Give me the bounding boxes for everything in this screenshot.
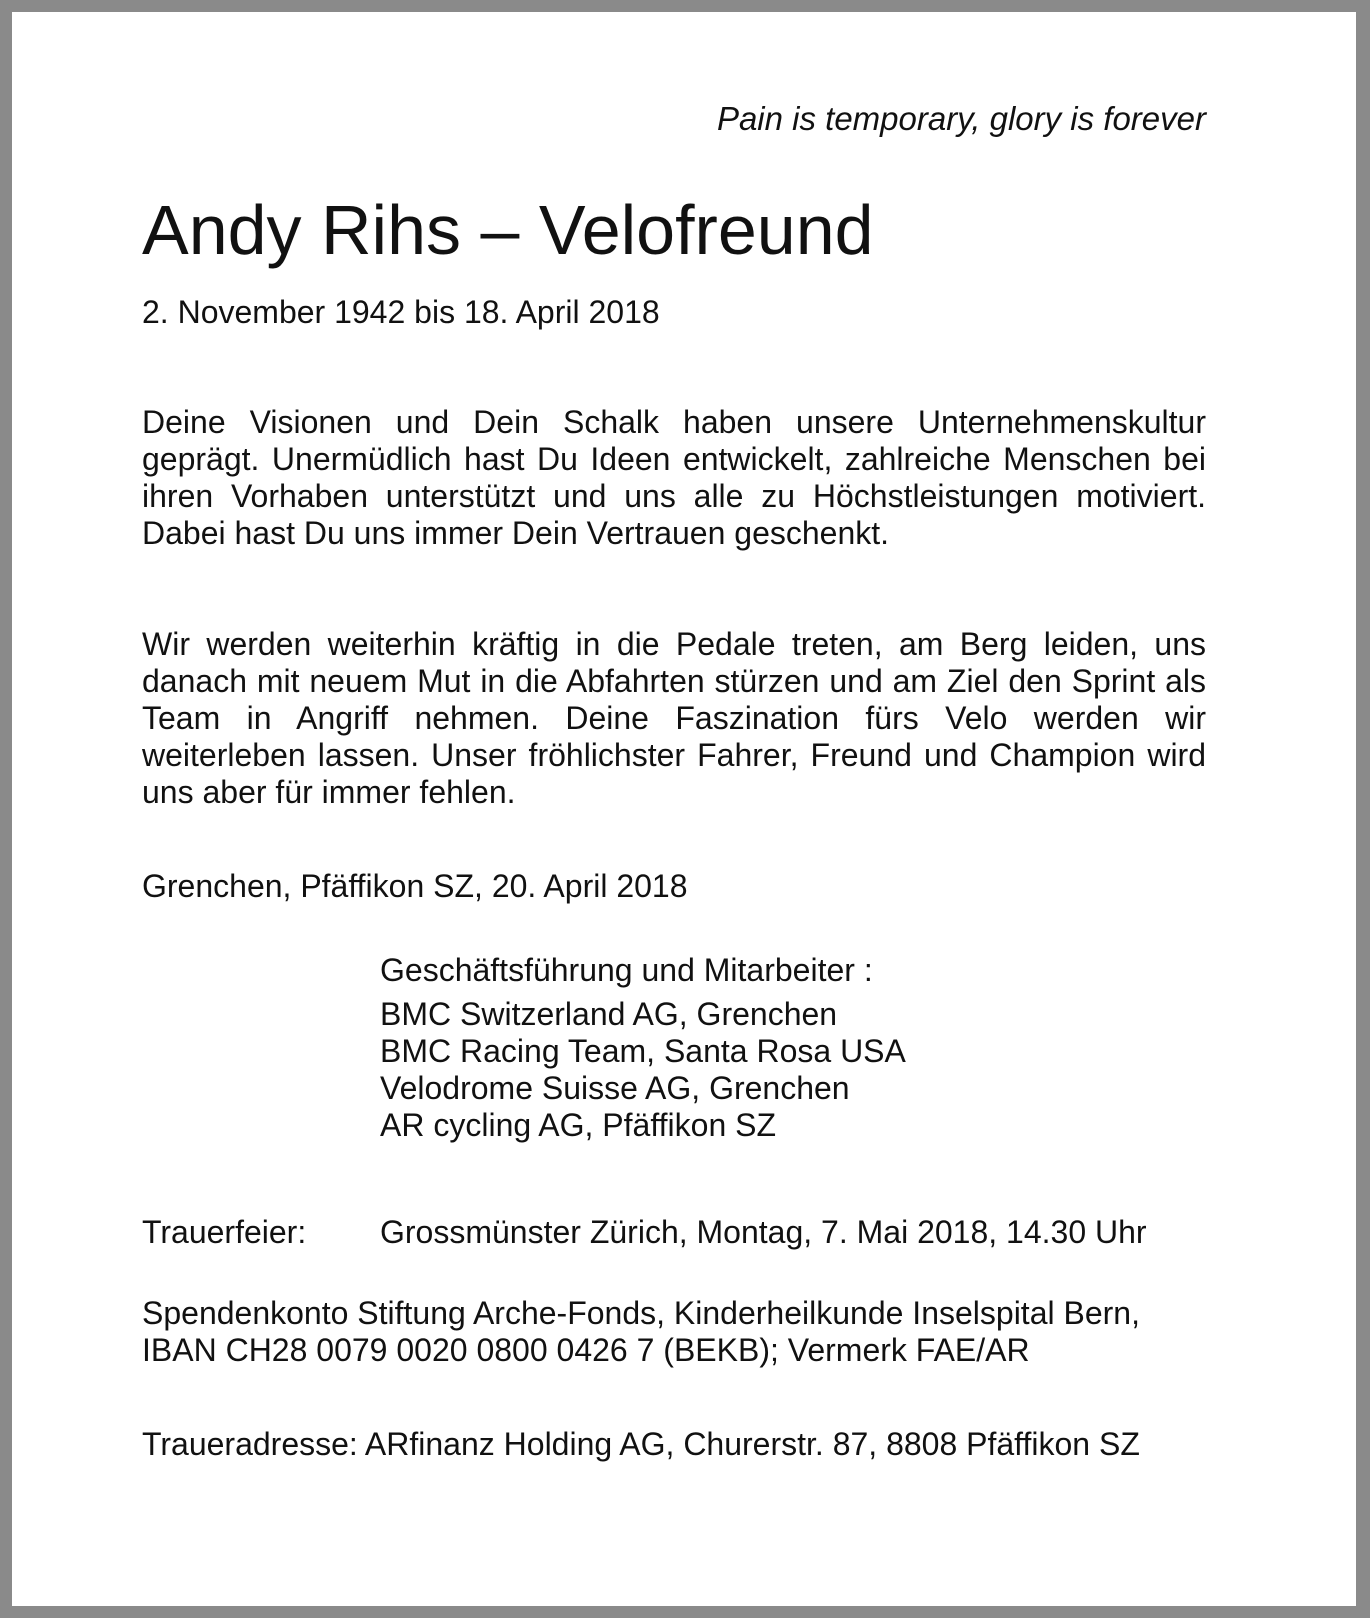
- signer-organization: BMC Switzerland AG, Grenchen: [380, 996, 838, 1032]
- signer-organization: Velodrome Suisse AG, Grenchen: [380, 1070, 850, 1106]
- ceremony-value: Grossmünster Zürich, Montag, 7. Mai 2018, 14.30 Uhr: [380, 1214, 1147, 1250]
- motto: Pain is temporary, glory is forever: [716, 100, 1206, 137]
- paragraph-2: Wir werden weiterhin kräftig in die Pedale treten, am Berg leiden, uns danach mit neuem Mut in die Abfahrten stürzen und am Ziel den Sprint als Team in Angriff nehmen. Deine Faszination fürs Velo werden wir weiterleben lassen. Unser fröhlichster Fahrer, Freund und Champion wird uns aber für immer fehlen.: [142, 626, 1206, 810]
- signer-organization: AR cycling AG, Pfäffikon SZ: [380, 1107, 777, 1143]
- page-title: Andy Rihs – Velofreund: [142, 191, 874, 269]
- obituary-page: [12, 12, 1356, 1606]
- ceremony-info: [142, 1214, 1147, 1251]
- paragraph-1: Deine Visionen und Dein Schalk haben unsere Unternehmenskultur geprägt. Unermüdlich hast Du Ideen entwickelt, zahlreiche Menschen bei ihren Vorhaben unterstützt und uns alle zu Höchstleistungen motiviert. Dabei hast Du uns immer Dein Vertrauen geschenkt.: [142, 404, 1206, 551]
- life-dates: 2. November 1942 bis 18. April 2018: [142, 294, 660, 330]
- donation-line-1: Spendenkonto Stiftung Arche-Fonds, Kinderheilkunde Inselspital Bern,: [142, 1295, 1140, 1331]
- donation-info: [142, 1295, 1140, 1369]
- donation-line-2: IBAN CH28 0079 0020 0800 0426 7 (BEKB); Vermerk FAE/AR: [142, 1332, 1030, 1368]
- signers-intro: Geschäftsführung und Mitarbeiter :: [380, 952, 873, 988]
- signer-organization: BMC Racing Team, Santa Rosa USA: [380, 1033, 906, 1069]
- ceremony-label: Trauerfeier:: [142, 1214, 307, 1250]
- place-date: Grenchen, Pfäffikon SZ, 20. April 2018: [142, 868, 688, 904]
- mourning-address: Traueradresse: ARfinanz Holding AG, Churerstr. 87, 8808 Pfäffikon SZ: [142, 1426, 1140, 1462]
- signers-block: [380, 950, 906, 1144]
